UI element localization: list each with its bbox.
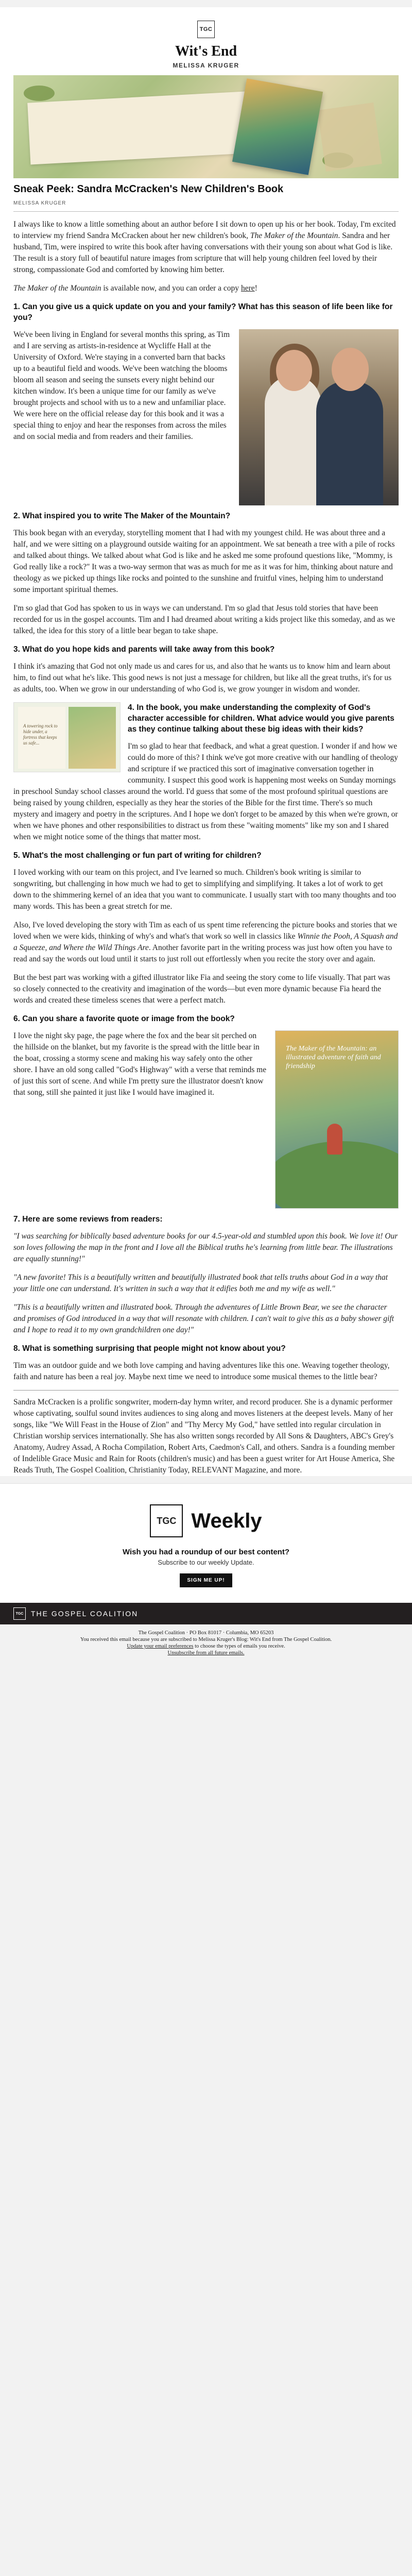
answer-1: We've been living in England for several months this spring, as Tim and I are serving as artists-in-residence at Wycliffe Hall at the University of Oxford. We're staying in a converted barn that backs up to a beautiful field and woods. We've been watching the blooms bloom all season and seeing the sunsets every night behind our kitchen window. It's been a unique time for our family as we've brought projects and school with us to a new and unfamiliar place. We were here on the official release day for this book and it was a special thing to enjoy and hear the responses from across the miles and on social media and from readers and their families.: [13, 330, 230, 441]
book-spread-image: [13, 702, 121, 772]
answer-2b: I'm so glad that God has spoken to us in ways we can understand. I'm so glad that Jesus told stories that have been recorded for us in the gospel accounts. Tim and I had dreamed about writing a kids project like this someday, and as we talked, the idea for this story of a little bear began to take shape.: [13, 604, 396, 635]
answer-5c: But the best part was working with a gifted illustrator like Fia and seeing the story come to life visually. That part was so closely connected to the creativity and imagination of the words—but even more dynamic because Fia heard the words and created these timeless scenes that were a perfect match.: [13, 973, 390, 1005]
question-4: 4. In the book, you make understanding the complexity of God's character accessible for children. What advice would you give parents as they continue talking about these big ideas with their kids?: [128, 703, 394, 734]
answer-4: I'm so glad to hear that feedback, and what a great question. I wonder if and how we could do more of this? I think we've got more creative with our handling of theology and scripture if we practiced this sort of imaginative conversation together in community. I suspect this good work is happening most weeks on Sunday mornings in preschool Sunday school classes around the world. I'd guess that some of the most profound spiritual questions are being raised by young children, especially as they hear the stories of the Bible for the first time. There's so much mystery and imagery and poetry in the scriptures. And I hope we don't forget to be amazed by this when we're grown, or when we have phones and other responsibilities to distract us from these "waiting moments" like my son and I shared when we might notice some of the things that matter most.: [13, 742, 398, 841]
review-1: "I was searching for biblically based adventure books for our 4.5-year-old and stumbled upon this book. We love it! Our son loves following the map in the front and I love all the Biblical truths he's learning from little bear. The illustrations are equally stunning!": [13, 1232, 398, 1263]
question-2: 2. What inspired you to write The Maker of the Mountain?: [13, 512, 231, 520]
answer-2: This book began with an everyday, storytelling moment that I had with my youngest child. He was about three and a half, and we were sitting on a playground outside waiting for an appointment. We sat beneath a tree with a pile of rocks and talked about things. We talked about what God is like and he asked me some profound questions like, "Mommy, is God really like a rock?" It was a two-way sermon that was as much for me as it was for him, thinking about nature and theology as we picked up things like rocks and pointed to the sunshine and fruitful vines, helping him to understand some important spiritual themes.: [13, 529, 395, 594]
weekly-subtitle: Subscribe to our weekly Update.: [158, 1558, 254, 1566]
footer-logo[interactable]: TGC: [13, 1607, 26, 1620]
article-title[interactable]: Sneak Peek: Sandra McCracken's New Children's Book: [13, 183, 284, 195]
hero-image[interactable]: [13, 75, 399, 178]
hero-book-cover: [232, 78, 323, 175]
answer-6: I love the night sky page, the page where the fox and the bear sit perched on the hillside on the blanket, but my favorite is the spread with the little bear in the boat, crossing a stormy scene and making his way safely onto the other shore. I have an old song called "God's Highway" with a verse that reminds me of just this sort of scene. And while I'm pretty sure the illustrator doesn't know that song, still she painted it just like I would have imagined it.: [13, 1031, 267, 1097]
review-3: "This is a beautifully written and illustrated book. Through the adventures of Little Brown Bear, we see the character and promises of God introduced in a way that will resonate with children. I can't wait to give this as a baby shower gift and I hope to read it to my own grandchildren one day!": [13, 1303, 394, 1334]
answer-8: Tim was an outdoor guide and we both love camping and having adventures like this one. Weaving together theology, faith and nature has been a real joy. Maybe next time we need to introduce some musical themes to the little bear?: [13, 1361, 390, 1381]
spread-text: A towering rock to hide under, a fortress that keeps us safe...: [23, 723, 58, 745]
footer-prefs: Update your email preferences to choose the types of emails you receive.: [127, 1643, 285, 1649]
order-link[interactable]: here: [241, 284, 255, 293]
newsletter-card: [0, 7, 412, 1476]
footer-org-name: THE GOSPEL COALITION: [31, 1609, 139, 1618]
answer-5b: Also, I've loved developing the story with Tim as each of us spent time referencing the picture books and stories that we loved when we were kids, thinking of why's and what's that work so well in classics like Winnie the Pooh, A Squash and a Squeeze, and Where the Wild Things Are. Another favorite part in the writing process was just how often you have to read and say the words out loud until it starts to just roll out effortlessly when you recite the story over and again.: [13, 921, 398, 963]
review-2: "A new favorite! This is a beautifully written and beautifully illustrated book that tells truths about God in a way that your little one can understand. It's written in such a way that it edifies both me and my wife as well.": [13, 1273, 388, 1293]
legal-footer: [0, 1624, 412, 1656]
question-3: 3. What do you hope kids and parents will take away from this book?: [13, 645, 275, 654]
hero-leaf: [24, 86, 55, 101]
weekly-title: Weekly: [191, 1509, 262, 1532]
hero-book-secondary: [317, 103, 382, 172]
intro-paragraph: I always like to know a little something about an author before I sit down to open up his or her book. Today, I'm excited to interview my friend Sandra McCracken about her new children's book, The Maker of the Mountain. Sandra and her husband, Tim, were inspired to write this book after having conversations with their young son about what God is like. The result is a story full of beautiful nature images from scripture that will help young children feel loved by their strong, compassionate God and comforted by knowing him better.: [13, 220, 396, 274]
tgc-logo[interactable]: TGC: [197, 21, 215, 38]
weekly-signup: [0, 1483, 412, 1603]
question-1: 1. Can you give us a quick update on you and your family? What has this season of life been like for you?: [13, 302, 393, 322]
email-preferences-link[interactable]: Update your email preferences: [127, 1643, 194, 1649]
weekly-header: [13, 1504, 399, 1537]
divider: [13, 211, 399, 212]
book-cover-image: [275, 1030, 399, 1209]
article-byline: MELISSA KRUGER: [13, 200, 66, 206]
sign-up-button[interactable]: SIGN ME UP!: [180, 1573, 232, 1587]
question-8: 8. What is something surprising that people might not know about you?: [13, 1344, 286, 1353]
newsletter-title: Wit's End: [175, 43, 237, 59]
question-5: 5. What's the most challenging or fun part of writing for children?: [13, 851, 262, 860]
availability-paragraph: The Maker of the Mountain is available now, and you can order a copy here!: [13, 284, 258, 293]
question-7: 7. Here are some reviews from readers:: [13, 1215, 163, 1224]
tgc-weekly-logo: TGC: [150, 1504, 183, 1537]
footer-reason: You received this email because you are subscribed to Melissa Kruger's Blog: Wit's End from The Gospel Coalition.: [80, 1637, 332, 1642]
unsubscribe-link[interactable]: Unsubscribe from all future emails.: [167, 1650, 245, 1656]
footer-address: The Gospel Coalition · PO Box 81017 · Columbia, MO 65203: [138, 1630, 274, 1636]
bio-text: Sandra McCracken is a prolific songwriter, modern-day hymn writer, and record producer. She is a dynamic performer whose captivating, soulful sound invites audiences to sing along and moves listeners at the deepest levels. Many of her songs, like "We Will Feast in the House of Zion" and "Thy Mercy My God," have settled into regular circulation in Christian worship services internationally. She has also written songs recorded by All Sons & Daughters, ABC's Grey's Anatomy, Audrey Assad, A Rocha Compilation, Robert Arts, Caedmon's Call, and others. Sandra is a founding member of Indelible Grace Music and Rain for Roots (children's music) and has been a guest writer for Art House America, She Reads Truth, The Gospel Coalition, Christianity Today, RELEVANT Magazine, and more.: [13, 1398, 395, 1475]
weekly-question: Wish you had a roundup of our best content?: [122, 1548, 290, 1556]
question-6: 6. Can you share a favorite quote or image from the book?: [13, 1014, 235, 1023]
answer-5: I loved working with our team on this project, and I've learned so much. Children's book writing is similar to songwriting, but challenging in how much we had to get to simplifying and simplifying. It takes a lot of work to get down to the shimmering kernel of an idea that you want to communicate. I usually start with too many thoughts and too many words. This has been a great stretch for me.: [13, 868, 396, 911]
answer-3: I think it's amazing that God not only made us and cares for us, and also that he wants us to know him and learn about him, to find out what he's like. This good news is not just a message for children, but like all the great truths, it's for us as adults, too. When we grow in our understanding of who God is, we grow younger in wisdom and wonder.: [13, 662, 392, 693]
cover-title: The Maker of the Mountain: an illustrated adventure of faith and friendship: [286, 1045, 381, 1070]
footer-bar: [0, 1603, 412, 1624]
author-bio: [13, 1390, 399, 1476]
masthead: [13, 15, 399, 75]
newsletter-author: MELISSA KRUGER: [173, 62, 239, 69]
author-photo: [239, 329, 399, 505]
